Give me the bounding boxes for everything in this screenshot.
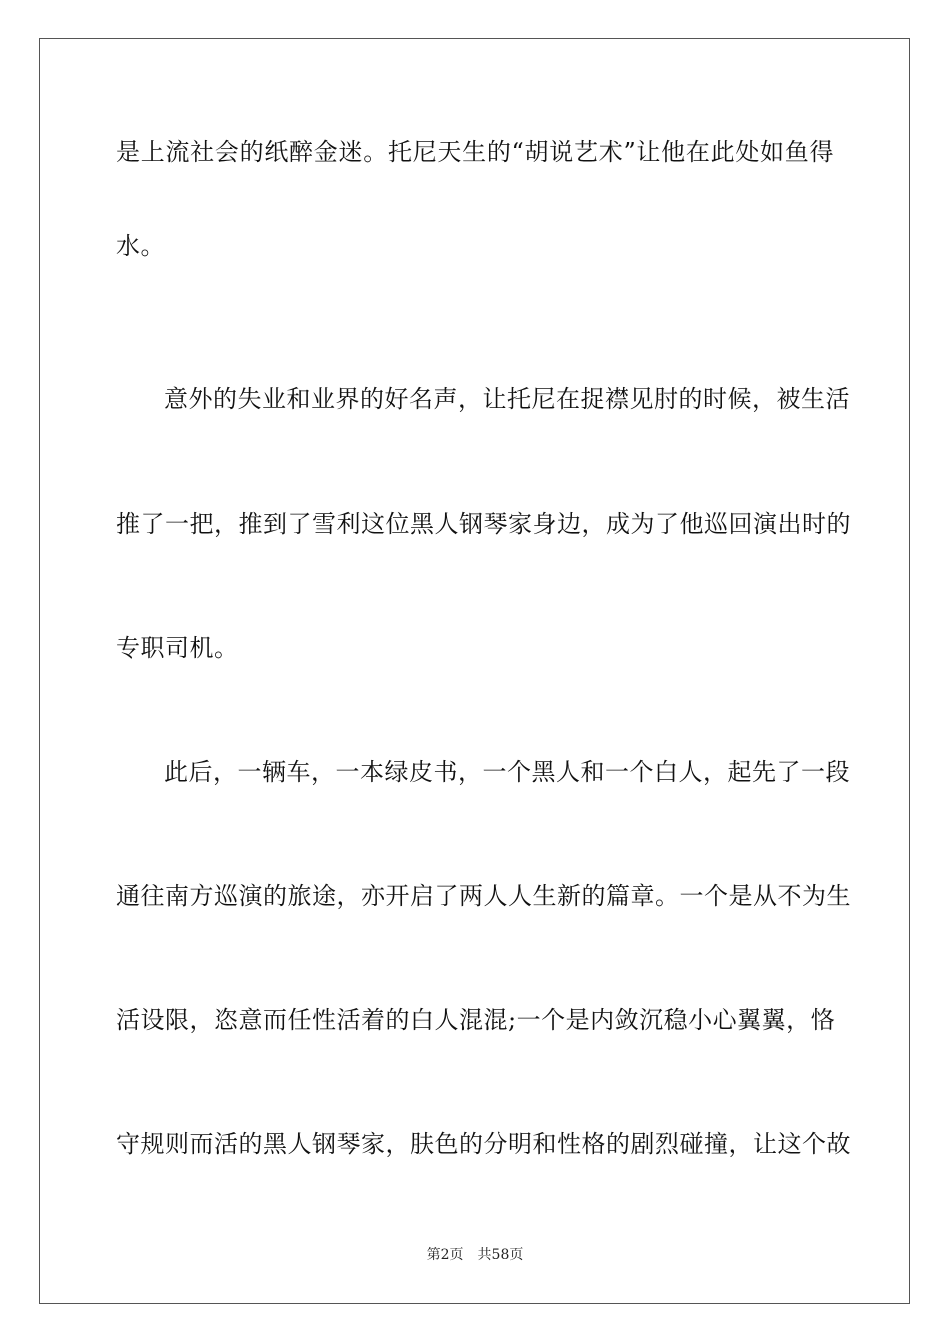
text-line-7: 通往南方巡演的旅途，亦开启了两人人生新的篇章。一个是从不为生 — [116, 882, 851, 910]
page-border — [39, 38, 910, 1304]
text-line-2: 水。 — [116, 232, 165, 260]
text-line-5: 专职司机。 — [116, 634, 239, 662]
text-line-3: 意外的失业和业界的好名声，让托尼在捉襟见肘的时候，被生活 — [164, 385, 850, 413]
text-line-9: 守规则而活的黑人钢琴家，肤色的分明和性格的剧烈碰撞，让这个故 — [116, 1130, 851, 1158]
page-number: 第2页 — [426, 1247, 464, 1263]
page-total: 共58页 — [477, 1247, 524, 1263]
text-line-8: 活设限，恣意而任性活着的白人混混;一个是内敛沉稳小心翼翼，恪 — [116, 1006, 836, 1034]
text-line-4: 推了一把，推到了雪利这位黑人钢琴家身边，成为了他巡回演出时的 — [116, 510, 851, 538]
text-line-6: 此后，一辆车，一本绿皮书，一个黑人和一个白人，起先了一段 — [164, 758, 850, 786]
text-line-1: 是上流社会的纸醉金迷。托尼天生的“胡说艺术”让他在此处如鱼得 — [116, 138, 834, 166]
page-footer — [0, 1246, 950, 1264]
